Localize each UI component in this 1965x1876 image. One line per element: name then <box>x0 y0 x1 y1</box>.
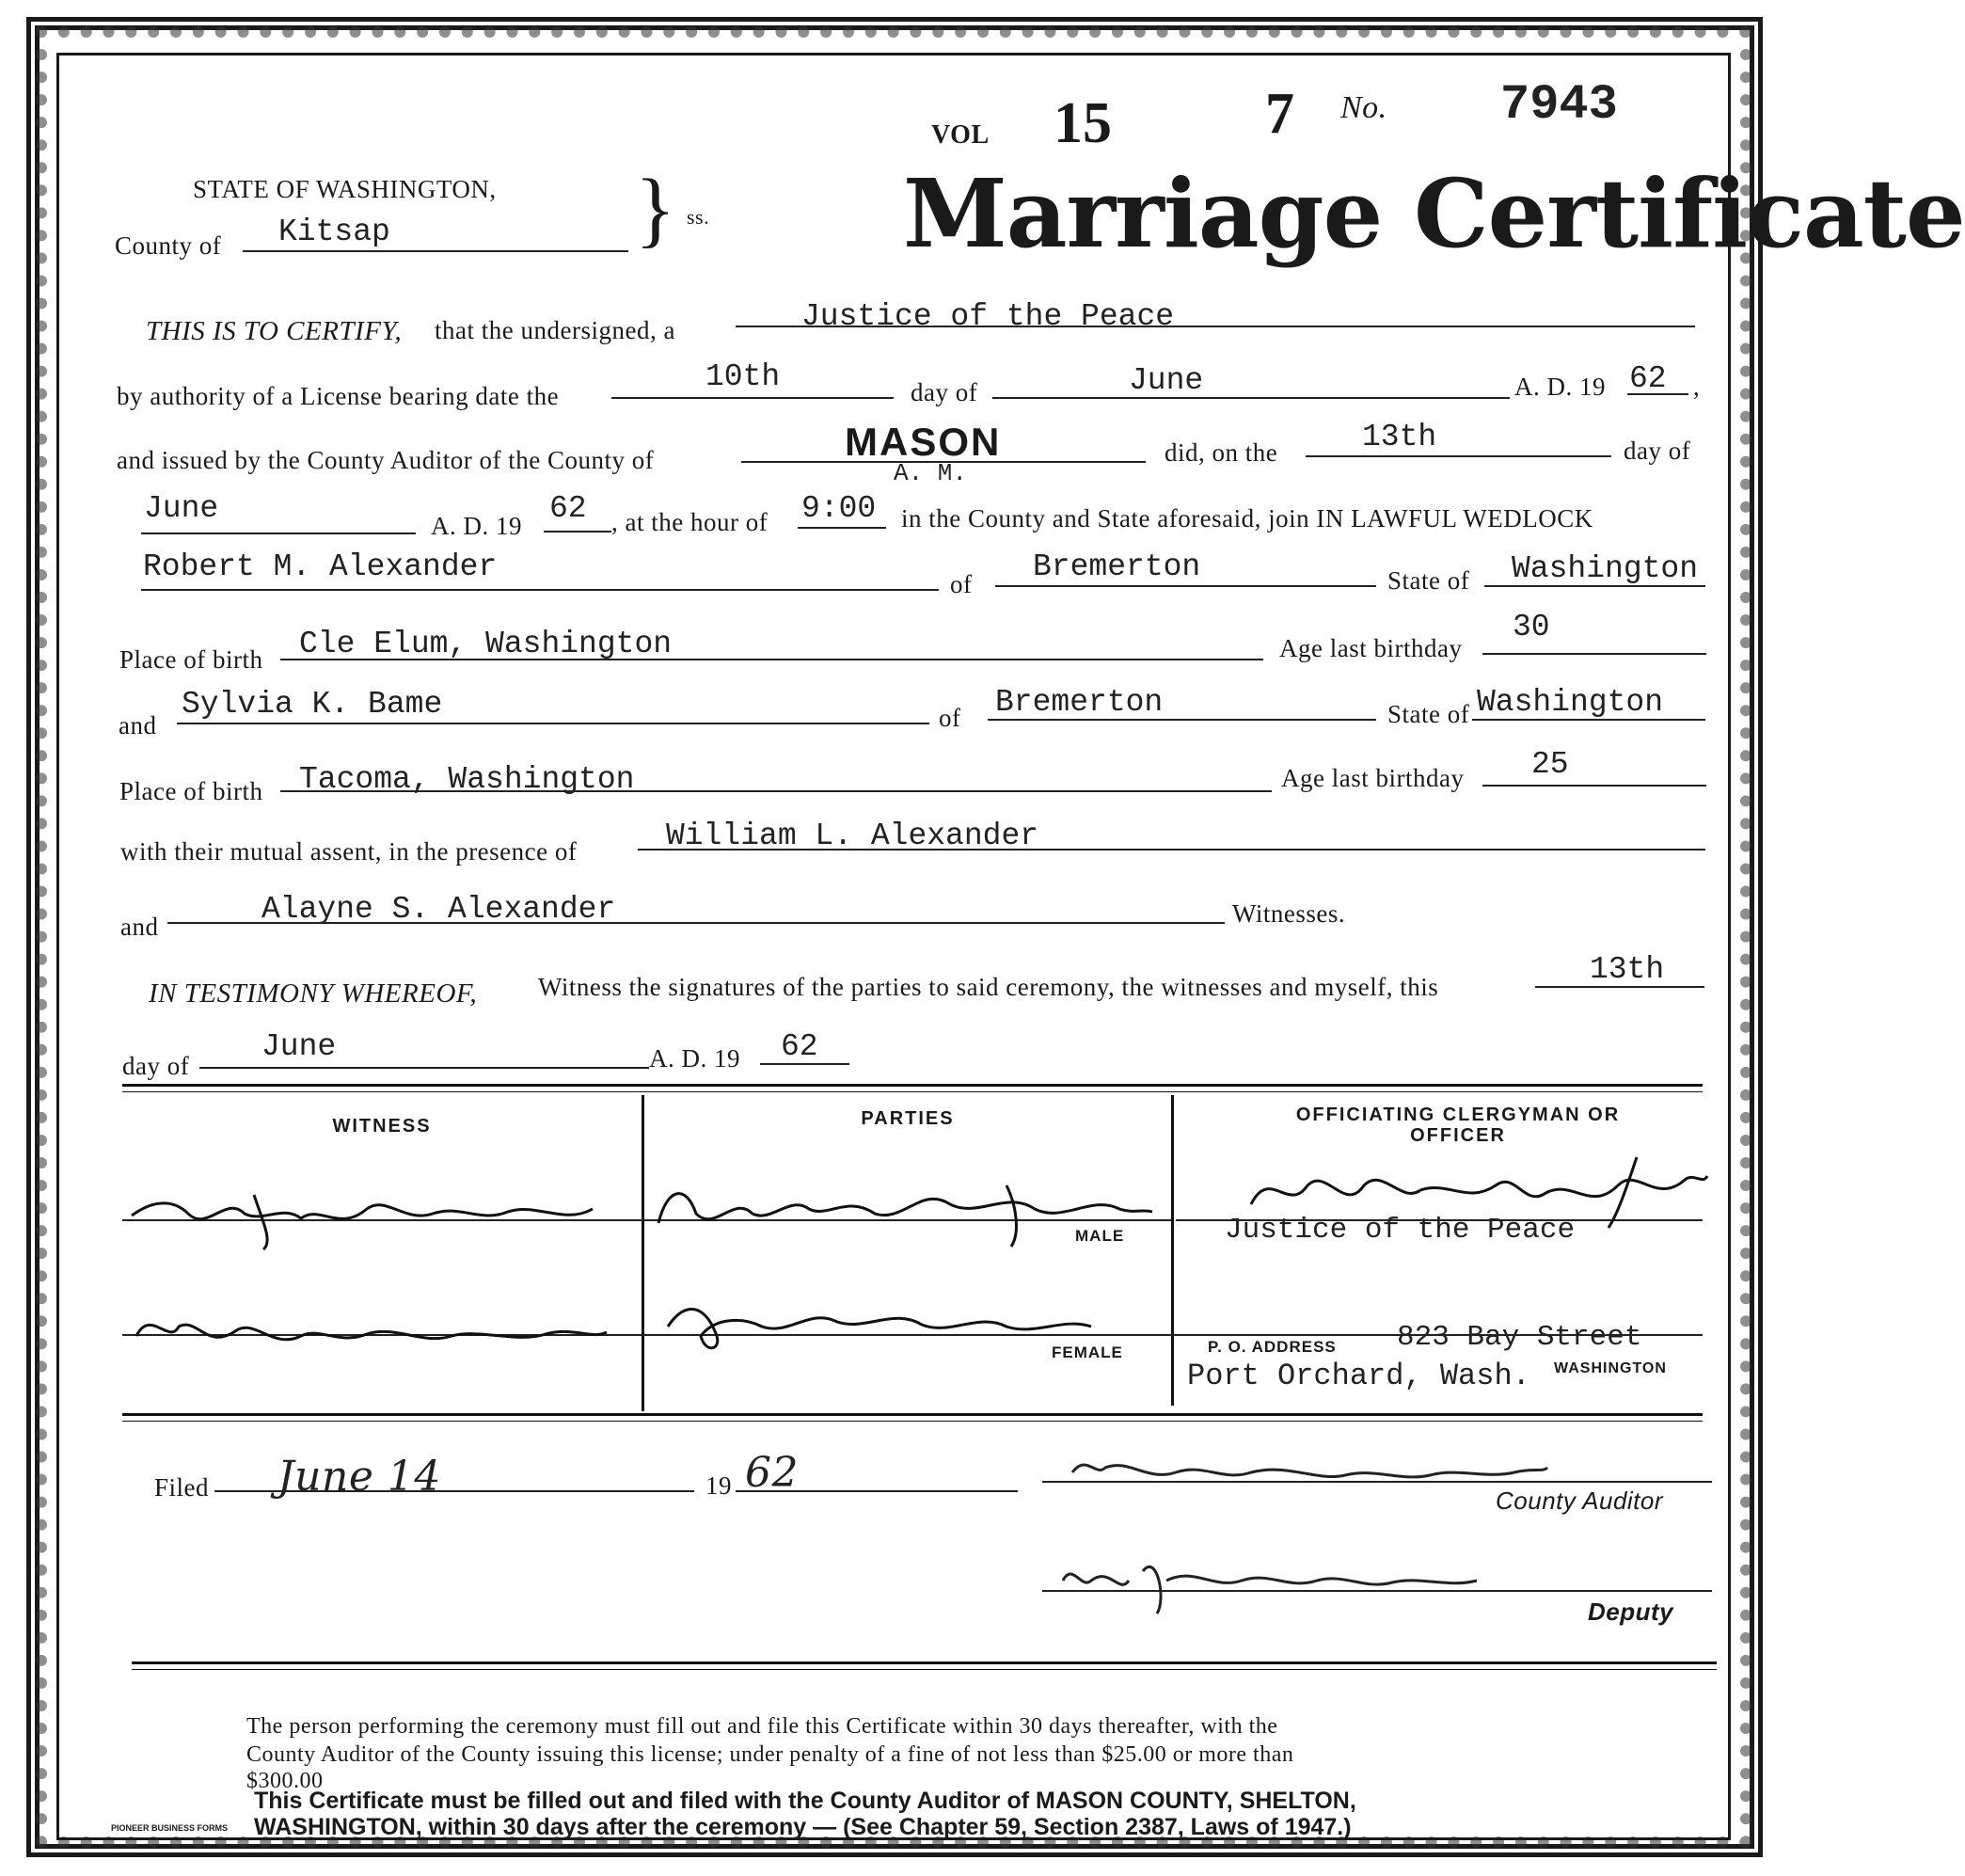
groom-of-label: of <box>950 570 973 598</box>
ceremony-month-line <box>141 533 416 534</box>
witness1-signature <box>122 1167 611 1251</box>
notice-line-3: $300.00 <box>246 1769 324 1793</box>
witness2-name: Alayne S. Alexander <box>261 892 616 927</box>
ceremony-year-line <box>544 531 611 533</box>
ceremony-ad-label: A. D. 19 <box>431 512 522 540</box>
notice-line-1: The person performing the ceremony must fill out and file this Certificate within 30 days thereafter, with the <box>246 1714 1278 1739</box>
groom-age-label: Age last birthday <box>1279 634 1463 662</box>
county-value: Kitsap <box>278 215 390 249</box>
washington-label: WASHINGTON <box>1554 1360 1667 1376</box>
groom-age-line <box>1482 653 1706 655</box>
table-top-rule <box>122 1084 1703 1087</box>
female-label: FEMALE <box>1052 1343 1123 1361</box>
hour-line <box>798 527 886 529</box>
testimony-ad-label: A. D. 19 <box>649 1044 740 1073</box>
no-label: No. <box>1340 90 1387 125</box>
license-ad-label: A. D. 19 <box>1514 373 1606 401</box>
license-comma: , <box>1693 373 1701 401</box>
day-of-2-label: day of <box>1624 437 1691 465</box>
ceremony-month: June <box>144 491 219 526</box>
county-line <box>243 250 628 252</box>
vol-label: VOL <box>931 120 990 150</box>
po-address-label: P. O. ADDRESS <box>1208 1338 1337 1356</box>
officer-column-header: OFFICIATING CLERGYMAN OR OFFICER <box>1295 1105 1621 1146</box>
hour-value: 9:00 <box>801 491 877 526</box>
bride-of-label: of <box>939 704 961 732</box>
printer-mark: PIONEER BUSINESS FORMS <box>111 1823 229 1833</box>
bride-state-label: State of <box>1387 700 1470 728</box>
witness-column-header: WITNESS <box>332 1116 432 1137</box>
certificate-title: Marriage Certificate <box>903 158 1965 269</box>
parties-column-header: PARTIES <box>861 1108 955 1129</box>
license-month: June <box>1129 363 1204 398</box>
groom-age: 30 <box>1513 610 1550 644</box>
ceremony-year: 62 <box>549 491 587 526</box>
license-day-line <box>611 397 894 399</box>
bride-and-label: and <box>119 711 157 739</box>
ceremony-day-line <box>1306 455 1611 457</box>
certify-rest: that the undersigned, a <box>435 316 675 344</box>
license-month-line <box>992 397 1510 399</box>
officiant-title: Justice of the Peace <box>801 299 1175 334</box>
groom-city: Bremerton <box>1033 549 1201 584</box>
license-year: 62 <box>1629 361 1667 396</box>
witness2-and-label: and <box>120 913 159 941</box>
notice-bold-line-2: WASHINGTON, within 30 days after the ceremony — (See Chapter 59, Section 2387, Laws of 1947.) <box>254 1814 1352 1840</box>
brace: } <box>635 163 676 256</box>
hour-label: , at the hour of <box>611 508 769 536</box>
am-value: A. M. <box>894 459 968 487</box>
presence-label: with their mutual assent, in the presence of <box>120 837 578 866</box>
filing-top-rule-thin <box>122 1421 1703 1422</box>
groom-birthplace: Cle Elum, Washington <box>299 627 673 661</box>
male-label: MALE <box>1075 1227 1125 1245</box>
testimony-label: IN TESTIMONY WHEREOF, <box>149 978 478 1009</box>
vol-number: 15 <box>1054 91 1112 155</box>
bride-age: 25 <box>1531 747 1569 782</box>
bride-age-line <box>1482 785 1706 787</box>
certify-label: THIS IS TO CERTIFY, <box>146 316 403 346</box>
ceremony-day: 13th <box>1362 420 1437 454</box>
state-line: STATE OF WASHINGTON, <box>193 175 497 203</box>
groom-state: Washington <box>1512 551 1699 586</box>
deputy-signature <box>1054 1543 1505 1618</box>
table-divider-2 <box>1171 1095 1174 1406</box>
filed-label: Filed <box>154 1473 210 1502</box>
county-auditor-label: County Auditor <box>1496 1486 1664 1515</box>
bride-signature <box>649 1280 1119 1355</box>
bride-name: Sylvia K. Bame <box>182 687 443 722</box>
license-day: 10th <box>705 359 781 394</box>
page-number: 7 <box>1265 82 1294 146</box>
groom-birth-label: Place of birth <box>119 645 263 674</box>
groom-name: Robert M. Alexander <box>143 549 498 584</box>
day-of-label: day of <box>911 378 978 406</box>
table-top-rule-thin <box>122 1091 1703 1092</box>
footer-top-rule <box>132 1661 1717 1664</box>
filed-19-label: 19 <box>705 1471 732 1500</box>
po-street: 823 Bay Street <box>1397 1321 1642 1354</box>
filed-year: 62 <box>745 1449 799 1497</box>
filing-top-rule <box>122 1413 1703 1416</box>
testimony-day-of-label: day of <box>122 1052 190 1080</box>
bride-birth-label: Place of birth <box>119 777 263 805</box>
deputy-label: Deputy <box>1588 1598 1674 1626</box>
bride-name-line <box>177 723 929 724</box>
bride-birthplace: Tacoma, Washington <box>299 762 635 797</box>
ss-label: ss. <box>687 205 710 229</box>
county-label: County of <box>115 231 222 260</box>
bride-state: Washington <box>1477 685 1664 720</box>
groom-state-label: State of <box>1387 566 1470 595</box>
testimony-year: 62 <box>781 1029 818 1064</box>
officer-title: Justice of the Peace <box>1225 1214 1576 1247</box>
groom-city-line <box>995 585 1376 587</box>
issuing-county: MASON <box>845 420 1002 464</box>
footer-top-rule-thin <box>132 1669 1717 1670</box>
testimony-month-line <box>199 1067 649 1069</box>
bride-age-label: Age last birthday <box>1281 764 1465 792</box>
auditor-signature <box>1063 1439 1552 1496</box>
license-label: by authority of a License bearing date the <box>117 382 560 410</box>
notice-line-2: County Auditor of the County issuing this license; under penalty of a fine of not less than $25.00 or more than <box>246 1742 1294 1767</box>
testimony-rest: Witness the signatures of the parties to said ceremony, the witnesses and myself, this <box>538 973 1439 1001</box>
testimony-day: 13th <box>1590 952 1665 987</box>
testimony-month: June <box>261 1029 337 1064</box>
po-city: Port Orchard, Wash. <box>1187 1359 1530 1393</box>
witness1-name: William L. Alexander <box>666 819 1039 853</box>
join-text: in the County and State aforesaid, join IN LAWFUL WEDLOCK <box>901 504 1593 533</box>
bride-city: Bremerton <box>995 685 1164 720</box>
table-divider-1 <box>642 1095 644 1411</box>
did-on-label: did, on the <box>1165 438 1278 467</box>
issued-label: and issued by the County Auditor of the County of <box>117 446 655 474</box>
groom-name-line <box>141 589 939 591</box>
notice-bold-line-1: This Certificate must be filled out and filed with the County Auditor of MASON COUNTY, SHELTON, <box>254 1788 1356 1814</box>
filed-date: June 14 <box>277 1453 441 1501</box>
witness2-signature <box>122 1298 611 1364</box>
witnesses-label: Witnesses. <box>1232 899 1346 928</box>
certificate-number: 7943 <box>1500 77 1618 133</box>
